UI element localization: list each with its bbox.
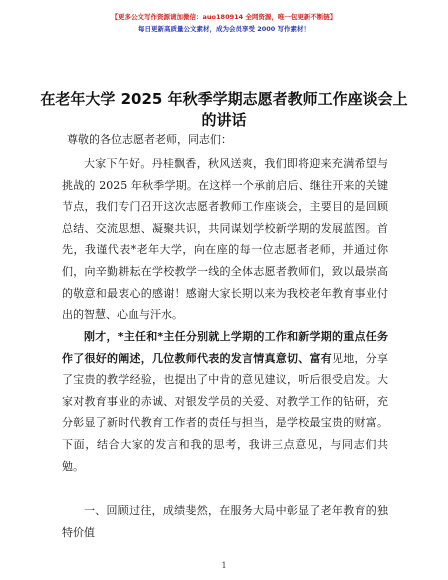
promo-banner-red: 【更多公文写作资源请加微信：auo180914 全网资源，唯一包更新不断链】 [111, 13, 337, 21]
section-heading-one: 一、回顾过往，成绩斐然，在服务大局中彰显了老年教育的独特价值 [62, 504, 388, 539]
promo-banner-blue: 每日更新高质量公文素材，成为会员享受 2000 写作素材！ [137, 25, 311, 33]
paragraph-opening: 大家下午好。丹桂飘香，秋风送爽，我们即将迎来充满希望与挑战的 2025 年秋季学期。在这样一个承前启后、继往开来的关键节点，我们专门召开这次志愿者教师工作座谈会，主要目的是回顾总结、交流思想、凝聚共识，共同谋划学校新学期的发展蓝图。首先，我谨代表*老年大学，向在座的每一位志愿者老师，并通过你们，向辛勤耕耘在学校教学一线的全体志愿者教师们，致以最崇高的敬意和最衷心的感谢！感谢大家长期以来为我校老年教育事业付出的智慧、心血与汗水。 [62, 157, 388, 322]
paragraph-review-lead: 刚才，*主任和*主任分别就上学期的工作和新学期的重点任务作了很好的阐述，几位教师代表的发言情真意切、富有 [62, 330, 388, 365]
paragraph-review-body: 见地，分享了宝贵的教学经验，也提出了中肯的意见建议，听后很受启发。大家对教育事业的赤诚、对银发学员的关爱、对教学工作的钻研，充分彰显了新时代教育工作者的责任与担当，是学校最宝贵的财富。下面，结合大家的发言和我的思考，我讲三点意见，与同志们共勉。 [62, 351, 388, 473]
salutation: 尊敬的各位志愿者老师，同志们： [67, 133, 232, 146]
paragraph-review [62, 326, 388, 477]
document-title: 在老年大学 2025 年秋季学期志愿者教师工作座谈会上的讲话 [40, 90, 408, 129]
page-number: 1 [221, 561, 227, 570]
